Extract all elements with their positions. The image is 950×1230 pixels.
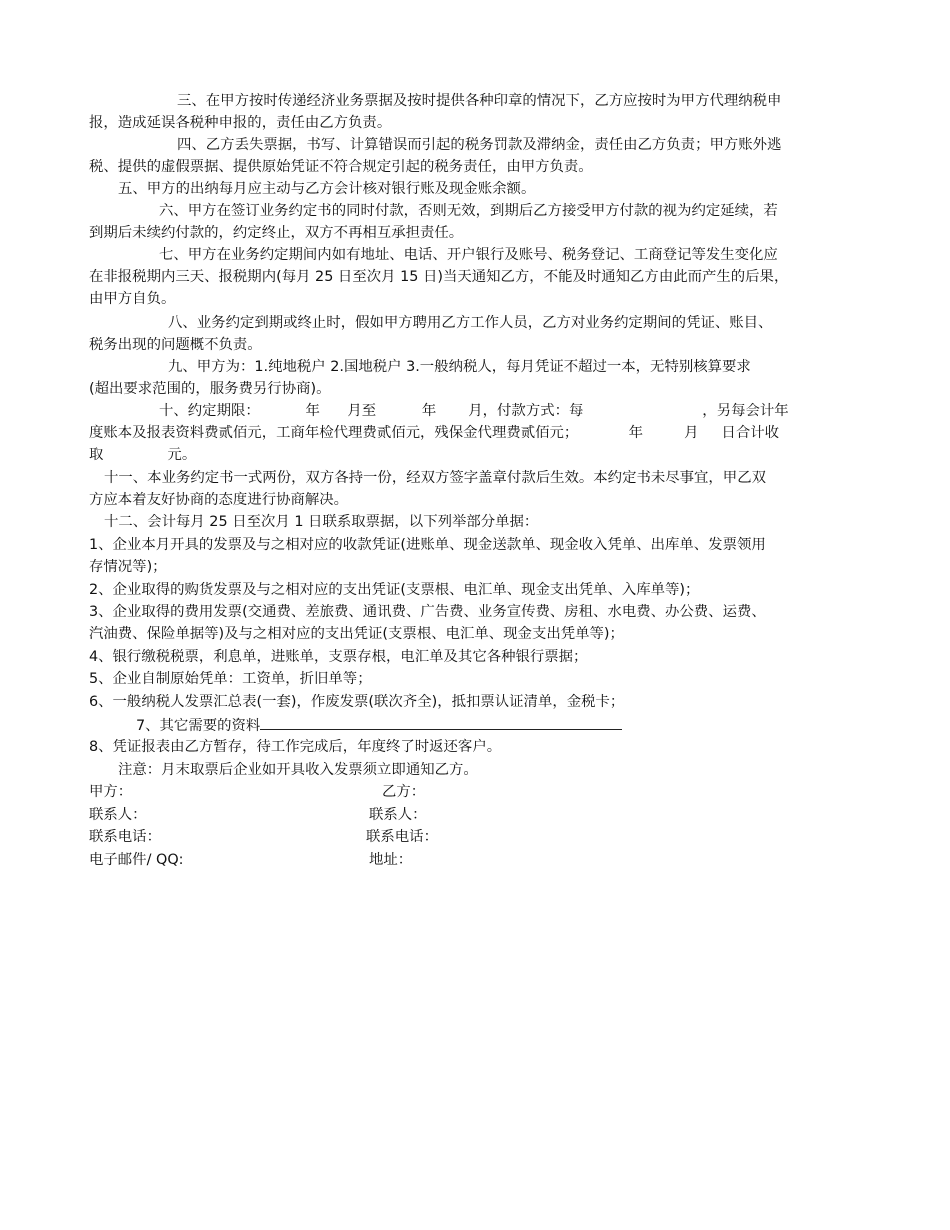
item-5: 5、企业自制原始凭单：工资单，折旧单等； [89,671,372,687]
clause-7-line-2: 在非报税期内三天、报税期内(每月 25 日至次月 15 日)当天通知乙方，不能及时通知乙方由此而产生的后果， [89,269,789,285]
clause-8-line-2: 税务出现的问题概不负责。 [89,337,262,353]
item-4: 4、银行缴税税票，利息单，进账单，支票存根，电汇单及其它各种银行票据； [89,649,588,665]
item-1-line-1: 1、企业本月开具的发票及与之相对应的收款凭证(进账单、现金送款单、现金收入凭单、出库单、发票领用 [89,537,766,553]
clause-10-line-3: 取 元。 [89,447,197,463]
clause-3-line-1: 三、在甲方按时传递经济业务票据及按时提供各种印章的情况下，乙方应按时为甲方代理纳税申 [177,93,782,109]
clause-5: 五、甲方的出纳每月应主动与乙方会计核对银行账及现金账余额。 [118,181,536,197]
clause-10-line-1: 十、约定期限： 年 月至 年 月，付款方式：每 ，另每会计年 [159,403,789,419]
clause-11-line-2: 方应本着友好协商的态度进行协商解决。 [89,492,349,508]
clause-10-line-2: 度账本及报表资料费贰佰元，工商年检代理费贰佰元，残保金代理费贰佰元； 年 月 日合计收 [89,425,779,441]
clause-8-line-1: 八、业务约定到期或终止时，假如甲方聘用乙方工作人员，乙方对业务约定期间的凭证、账目、 [168,315,773,331]
item-3-line-1: 3、企业取得的费用发票(交通费、差旅费、通讯费、广告费、业务宣传费、房租、水电费、办公费、运费、 [89,604,766,620]
party-a-label: 甲方： [89,784,133,800]
party-b-label: 乙方： [382,784,426,800]
item-8: 8、凭证报表由乙方暂存，待工作完成后，年度终了时返还客户。 [89,739,502,755]
item-6: 6、一般纳税人发票汇总表(一套)，作废发票(联次齐全)，抵扣票认证清单，金税卡； [89,694,625,710]
clause-7-line-3: 由甲方自负。 [89,291,176,307]
clause-3-line-2: 报，造成延误各税种申报的，责任由乙方负责。 [89,115,392,131]
item-1-line-2: 存情况等)； [89,559,167,575]
fill-in-blank-line[interactable] [260,714,622,730]
note: 注意：月末取票后企业如开具收入发票须立即通知乙方。 [118,762,478,778]
clause-11-line-1: 十一、本业务约定书一式两份，双方各持一份，经双方签字盖章付款后生效。本约定书未尽事宜，甲乙双 [104,470,766,486]
item-7-label: 7、其它需要的资料 [136,718,261,734]
phone-b-label: 联系电话： [366,829,438,845]
clause-6-line-2: 到期后未续约付款的，约定终止，双方不再相互承担责任。 [89,225,464,241]
item-2: 2、企业取得的购货发票及与之相对应的支出凭证(支票根、电汇单、现金支出凭单、入库单等)； [89,582,700,598]
clause-7-line-1: 七、甲方在业务约定期间内如有地址、电话、开户银行及账号、税务登记、工商登记等发生变化应 [159,247,778,263]
clause-6-line-1: 六、甲方在签订业务约定书的同时付款，否则无效，到期后乙方接受甲方付款的视为约定延续，若 [159,203,778,219]
email-qq-label: 电子邮件/ QQ: [89,852,184,868]
item-3-line-2: 汽油费、保险单据等)及与之相对应的支出凭证(支票根、电汇单、现金支出凭单等)； [89,626,624,642]
clause-12: 十二、会计每月 25 日至次月 1 日联系取票据，以下列举部分单据： [104,514,539,530]
address-label: 地址： [369,852,413,868]
phone-a-label: 联系电话： [89,829,161,845]
contact-a-label: 联系人： [89,807,147,823]
clause-9-line-2: (超出要求范围的，服务费另行协商)。 [89,381,331,397]
clause-9-line-1: 九、甲方为：1.纯地税户 2.国地税户 3.一般纳税人，每月凭证不超过一本，无特别核算要求 [168,359,751,375]
clause-4-line-2: 税、提供的虚假票据、提供原始凭证不符合规定引起的税务责任，由甲方负责。 [89,159,593,175]
clause-4-line-1: 四、乙方丢失票据，书写、计算错误而引起的税务罚款及滞纳金，责任由乙方负责；甲方账外逃 [177,137,782,153]
contact-b-label: 联系人： [369,807,427,823]
item-7 [136,714,622,734]
